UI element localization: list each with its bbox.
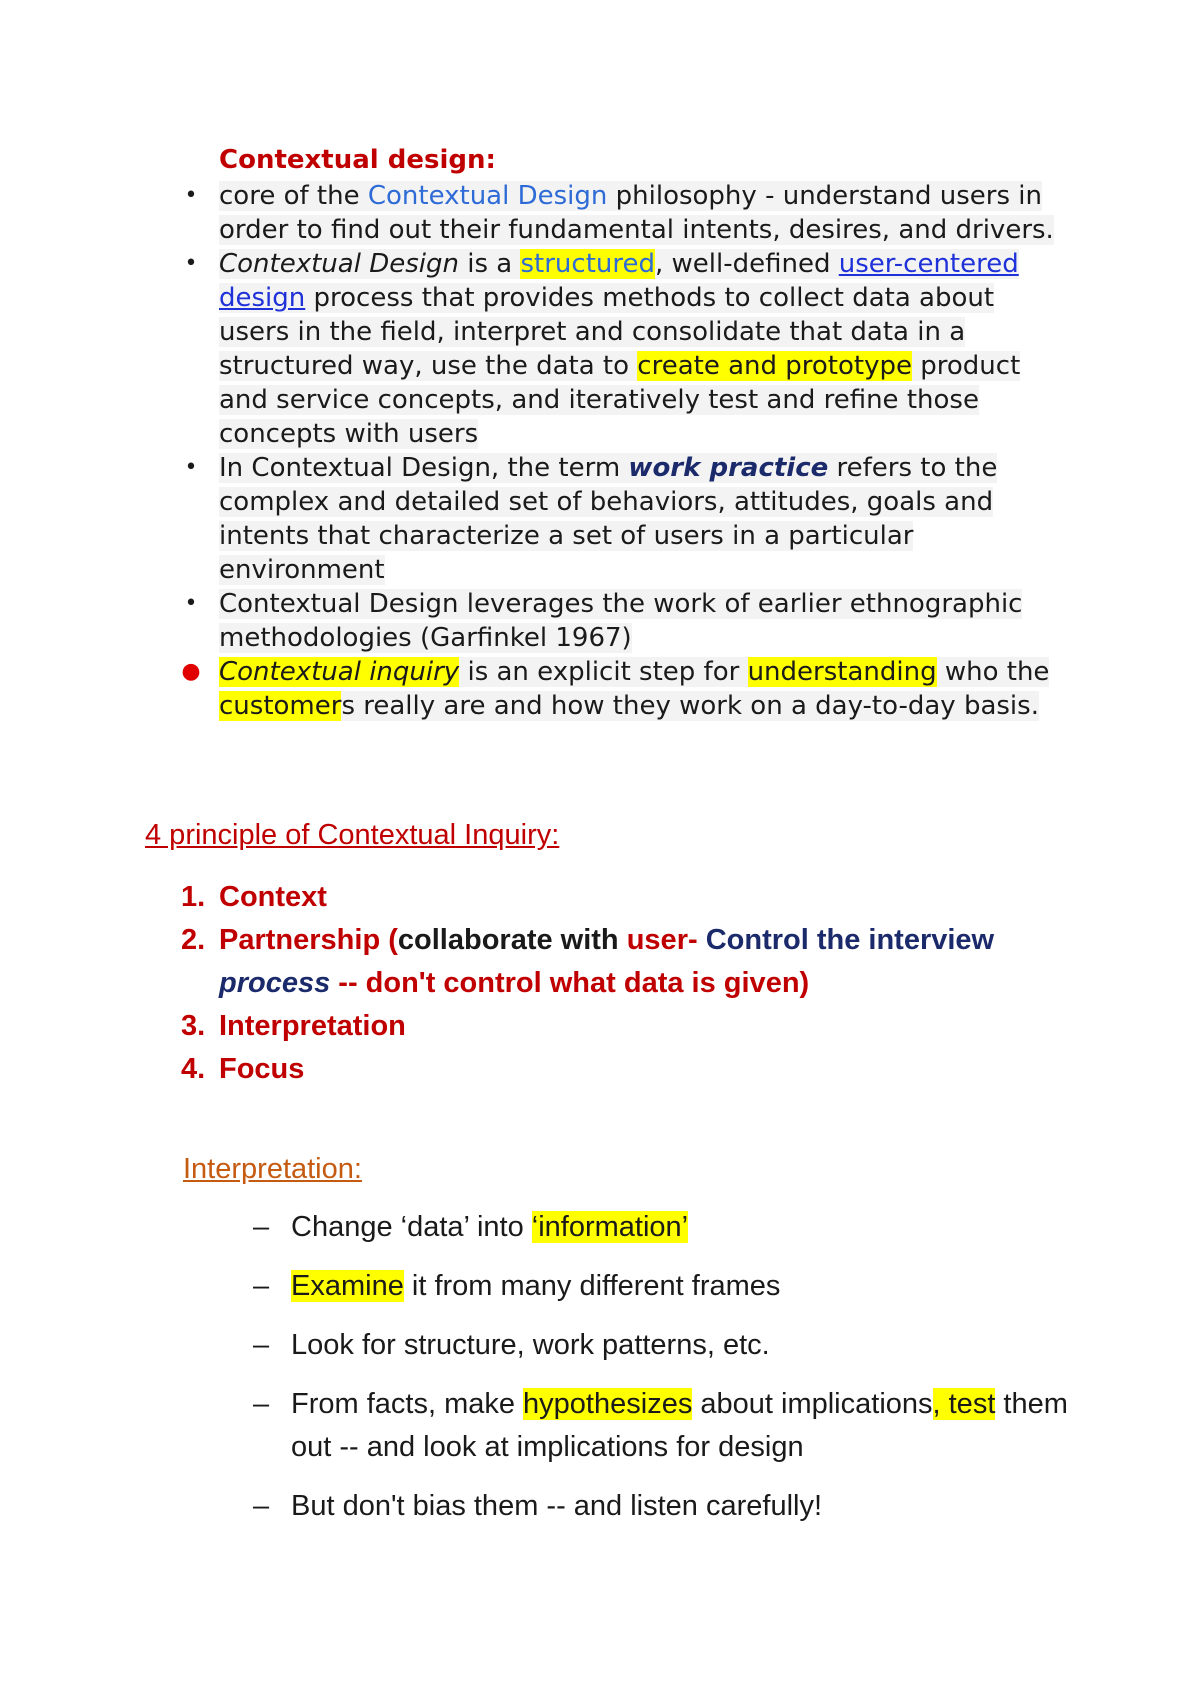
- section-title-interpretation: Interpretation:: [183, 1153, 362, 1185]
- bullet-icon: •: [184, 183, 198, 208]
- user-centered-design-link[interactable]: user-centered design: [219, 249, 1019, 313]
- list-item: [253, 1206, 1071, 1249]
- highlighted-text: , test: [932, 1388, 996, 1420]
- text-run: process that provides methods to collect data about users in the field, interpret and consolidate that data in a structured way, use the data to: [219, 283, 995, 381]
- text-run: collaborate with: [397, 924, 627, 956]
- text-run: refers to the complex and detailed set of behaviors, attitudes, goals and intents that characterize a set of users in a particular environment: [219, 453, 998, 585]
- bullet-text: [219, 181, 1054, 245]
- list-item: [184, 179, 1069, 247]
- text-run: is a: [458, 249, 521, 279]
- contextual-design-bullet-list: [181, 179, 1069, 723]
- text-run: user-: [626, 924, 706, 956]
- list-item: [253, 1265, 1071, 1308]
- bullet-icon: ●: [181, 659, 201, 684]
- bullet-text: [219, 589, 1022, 653]
- list-item: [253, 1324, 1071, 1367]
- highlighted-text: hypothesizes: [523, 1388, 693, 1420]
- list-item: [253, 1485, 1071, 1528]
- highlighted-text: understanding: [747, 657, 937, 687]
- section-title-principles: 4 principle of Contextual Inquiry:: [145, 819, 560, 851]
- text-run: Contextual Design leverages the work of earlier ethnographic methodologies (Garfinkel 1967): [219, 589, 1023, 653]
- list-item: [253, 1383, 1071, 1469]
- list-number: 1.: [181, 881, 206, 913]
- principle-label: Context: [219, 881, 327, 913]
- list-item: [184, 247, 1069, 451]
- text-run-blue: Contextual Design: [367, 181, 608, 211]
- text-run: core of the: [219, 181, 368, 211]
- text-run: them out -- and look at implications for design: [291, 1388, 1068, 1463]
- text-run: But don't bias them -- and listen carefully!: [291, 1490, 823, 1522]
- list-item: [181, 876, 1039, 919]
- highlighted-text: create and prototype: [637, 351, 912, 381]
- list-item: [181, 1048, 1039, 1091]
- text-run: Change ‘data’ into: [291, 1211, 532, 1243]
- bullet-icon: •: [184, 591, 198, 616]
- list-number: 2.: [181, 924, 206, 956]
- highlighted-text: customer: [219, 691, 342, 721]
- principle-label: Focus: [219, 1053, 305, 1085]
- highlighted-text: structured: [520, 249, 655, 279]
- highlighted-text: ‘information’: [531, 1211, 689, 1243]
- dash-icon: –: [253, 1490, 270, 1522]
- list-item: [181, 919, 1039, 1005]
- text-run: (: [380, 924, 398, 956]
- list-item: [184, 451, 1069, 587]
- text-run: Control the interview: [705, 924, 995, 956]
- bullet-icon: •: [184, 455, 198, 480]
- text-run: Look for structure, work patterns, etc.: [291, 1329, 770, 1361]
- list-number: 3.: [181, 1010, 206, 1042]
- highlighted-text: Contextual inquiry: [219, 657, 460, 687]
- text-run: about implications: [692, 1388, 933, 1420]
- dash-icon: –: [253, 1211, 270, 1243]
- text-run-bold-italic: work practice: [628, 453, 829, 483]
- bullet-text: [219, 249, 1020, 449]
- text-run: From facts, make: [291, 1388, 524, 1420]
- text-run-italic: Contextual Design: [219, 249, 459, 279]
- bullet-text: [219, 453, 997, 585]
- bullet-text: [219, 657, 1049, 721]
- text-run: it from many different frames: [403, 1270, 781, 1302]
- list-item: [181, 655, 1069, 723]
- principle-label: Interpretation: [219, 1010, 406, 1042]
- list-number: 4.: [181, 1053, 206, 1085]
- text-run: In Contextual Design, the term: [219, 453, 629, 483]
- dash-icon: –: [253, 1388, 270, 1420]
- text-run: , well-defined: [654, 249, 839, 279]
- principle-label: Partnership: [219, 924, 381, 956]
- text-run-italic: process: [219, 967, 331, 999]
- text-run: who the: [936, 657, 1050, 687]
- list-item: [181, 1005, 1039, 1048]
- principles-list: [181, 876, 1039, 1091]
- text-run: philosophy - understand users in order to find out their fundamental intents, desires, and drivers.: [219, 181, 1054, 245]
- interpretation-list: [253, 1206, 1071, 1544]
- list-item: [184, 587, 1069, 655]
- text-run: product and service concepts, and iteratively test and refine those concepts with users: [219, 351, 1021, 449]
- text-run: -- don't control what data is given): [330, 967, 810, 999]
- bullet-icon: •: [184, 251, 198, 276]
- dash-icon: –: [253, 1329, 270, 1361]
- highlighted-text: Examine: [291, 1270, 404, 1302]
- section-title-contextual-design: Contextual design:: [219, 145, 496, 175]
- text-run: is an explicit step for: [459, 657, 748, 687]
- dash-icon: –: [253, 1270, 270, 1302]
- text-run: s really are and how they work on a day-to-day basis.: [341, 691, 1039, 721]
